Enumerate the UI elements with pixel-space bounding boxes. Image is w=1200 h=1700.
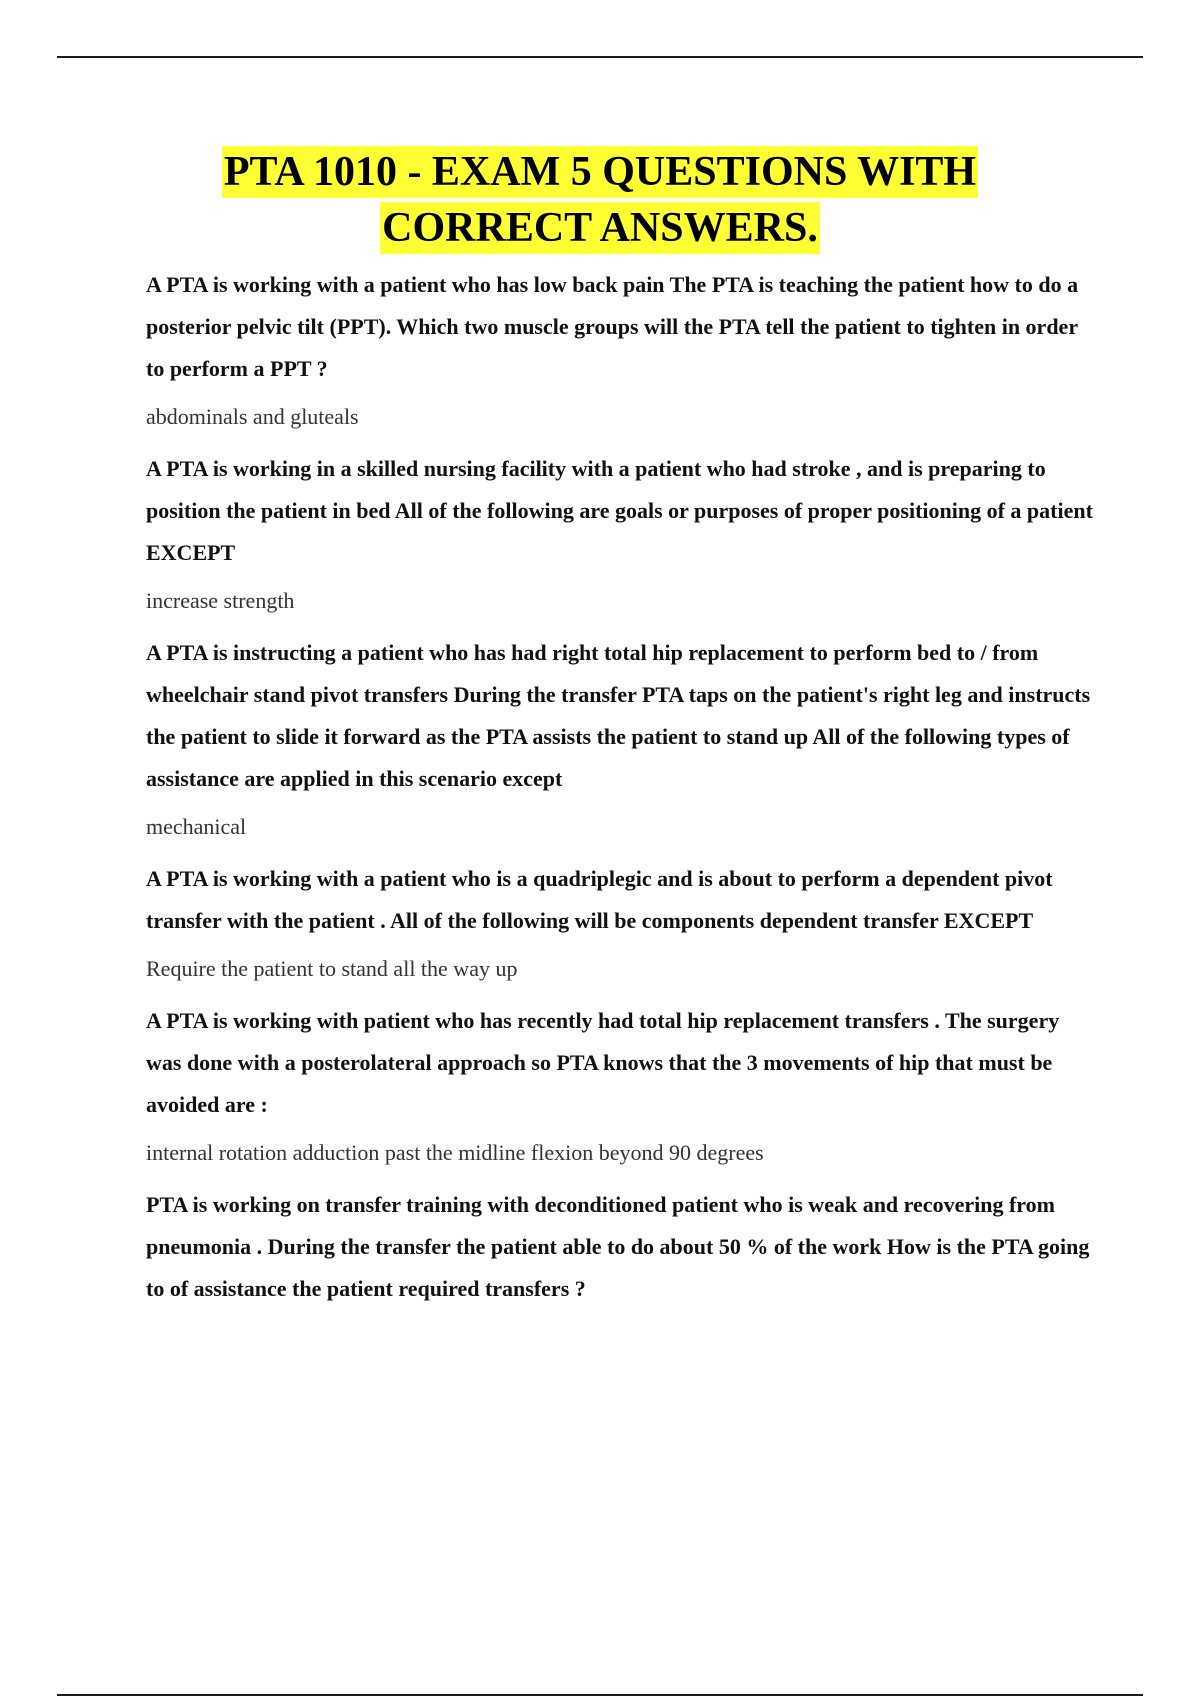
qa-item-1: [146, 264, 1096, 432]
qa-item-3: [146, 632, 1096, 842]
top-divider: [57, 56, 1143, 58]
question-text: PTA is working on transfer training with deconditioned patient who is weak and recovering from pneumonia . During the transfer the patient able to do about 50 % of the work How is the PTA going to of assistance the patient required transfers ?: [146, 1192, 1090, 1301]
qa-item-5: [146, 1000, 1096, 1168]
qa-item-2: [146, 448, 1096, 616]
answer-text: internal rotation adduction past the midline flexion beyond 90 degrees: [146, 1140, 764, 1165]
qa-item-4: [146, 858, 1096, 984]
title-line-2: CORRECT ANSWERS.: [380, 202, 820, 254]
question-text: A PTA is instructing a patient who has had right total hip replacement to perform bed to / from wheelchair stand pivot transfers During the transfer PTA taps on the patient's right leg and instructs the patient to slide it forward as the PTA assists the patient to stand up All of the following types of assistance are applied in this scenario except: [146, 640, 1091, 791]
title-line-1: PTA 1010 - EXAM 5 QUESTIONS WITH: [222, 146, 978, 198]
question-text: A PTA is working with a patient who has low back pain The PTA is teaching the patient how to do a posterior pelvic tilt (PPT). Which two muscle groups will the PTA tell the patient to tighten in order to perform a PPT ?: [146, 272, 1079, 381]
qa-list: [146, 264, 1096, 1310]
answer-text: increase strength: [146, 588, 295, 613]
question-text: A PTA is working in a skilled nursing facility with a patient who had stroke , and is preparing to position the patient in bed All of the following are goals or purposes of proper positioning of a patient EXCEPT: [146, 456, 1093, 565]
answer-text: Require the patient to stand all the way up: [146, 956, 518, 981]
answer-text: mechanical: [146, 814, 247, 839]
question-text: A PTA is working with patient who has recently had total hip replacement transfers . The surgery was done with a posterolateral approach so PTA knows that the 3 movements of hip that must be avoided are :: [146, 1008, 1060, 1117]
document-title: [0, 146, 1200, 254]
qa-item-6: [146, 1184, 1096, 1310]
bottom-divider: [57, 1694, 1143, 1696]
question-text: A PTA is working with a patient who is a quadriplegic and is about to perform a dependent pivot transfer with the patient . All of the following will be components dependent transfer EXCEPT: [146, 866, 1053, 933]
answer-text: abdominals and gluteals: [146, 404, 359, 429]
